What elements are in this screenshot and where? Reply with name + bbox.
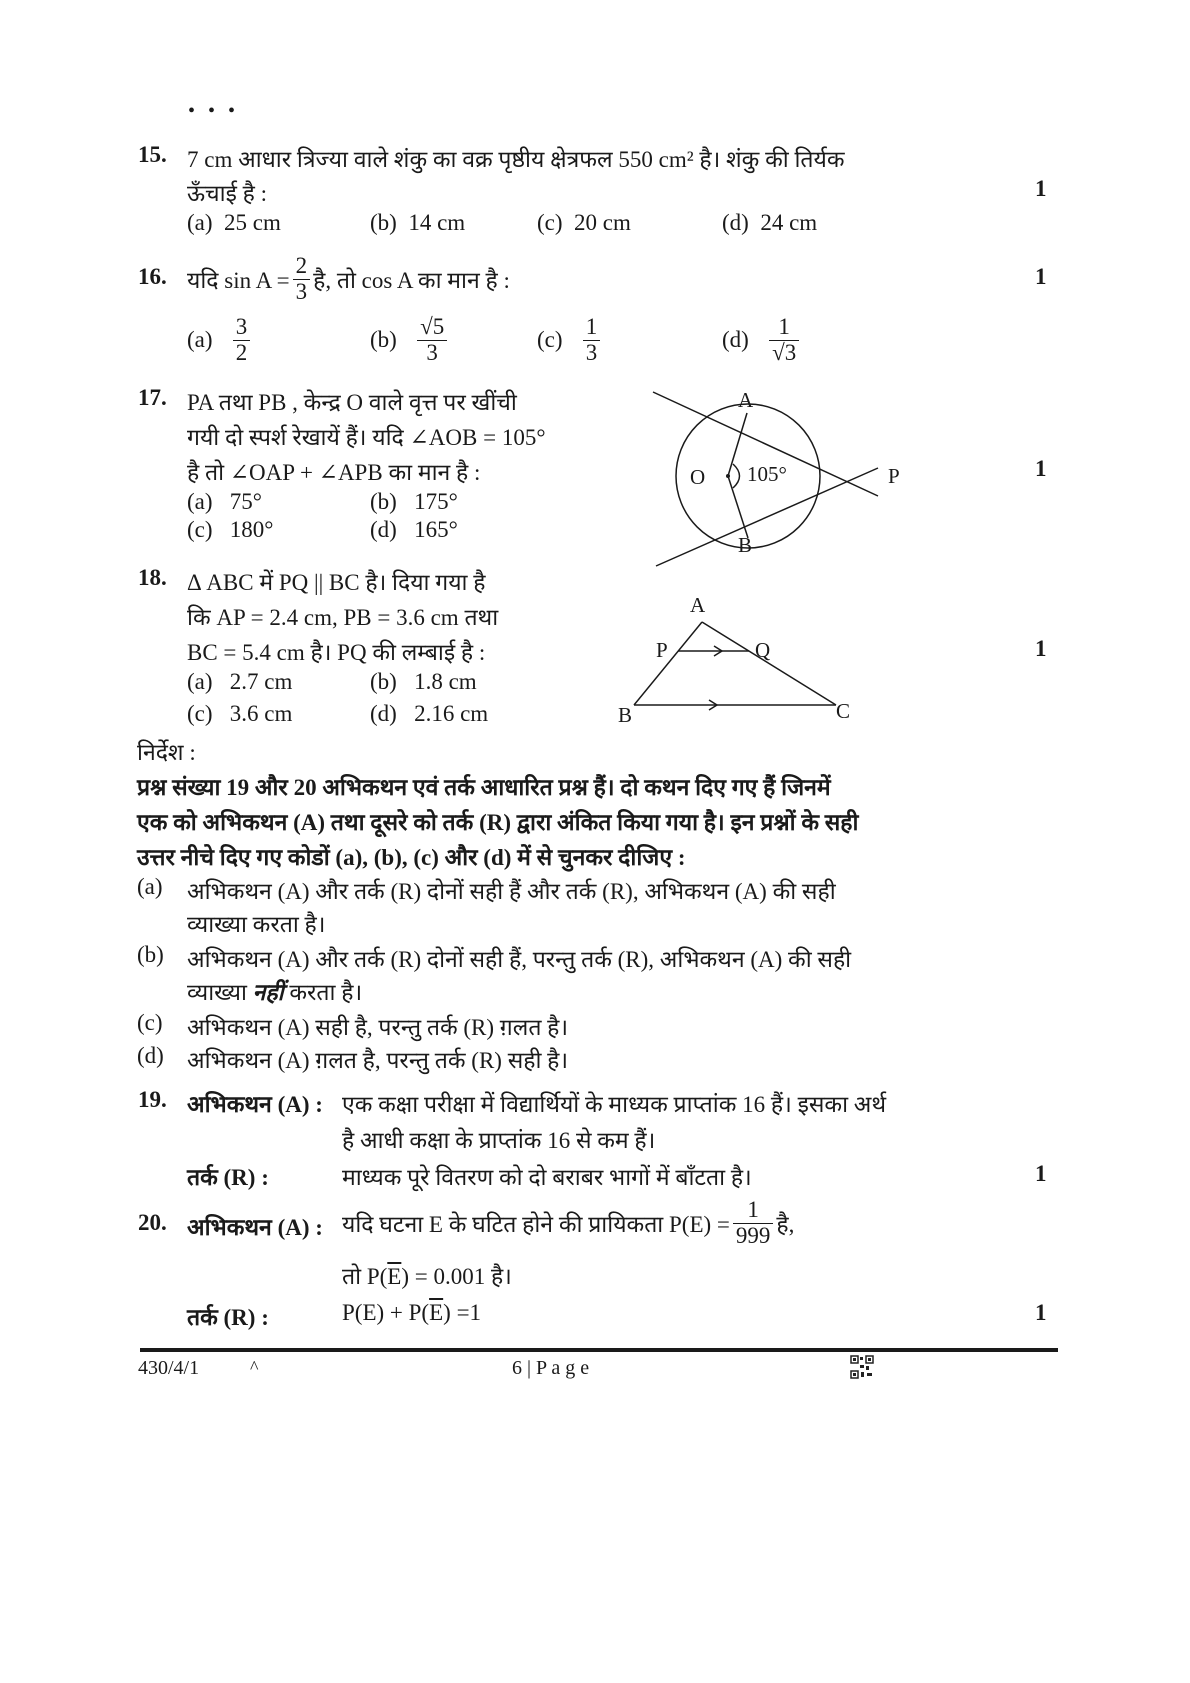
reason-label: तर्क (R) : — [187, 1305, 269, 1330]
fraction: $\frac{2}{3}$ — [293, 254, 311, 303]
svg-text:105°: 105° — [747, 462, 787, 486]
reason-text: $P(E) + P(\overline{E}) =1$ — [342, 1300, 482, 1325]
triangle-diagram — [610, 585, 870, 730]
svg-text:P: P — [888, 464, 900, 488]
option-b: (b) 175° — [370, 489, 458, 514]
assertion-text: है आधी कक्षा के प्राप्तांक 16 से कम हैं। — [342, 1128, 656, 1153]
svg-text:C: C — [836, 699, 851, 723]
code-label: (c) — [137, 1010, 163, 1035]
option-c: (c) 180° — [187, 517, 274, 542]
option-a: (a) $\frac{3}{2}$ — [187, 310, 253, 370]
code-label: (b) — [137, 942, 164, 967]
question-text-line: गयी दो स्पर्श रेखायें हैं। यदि ∠AOB = 105° — [187, 425, 546, 450]
question-text-line: 7 cm आधार त्रिज्या वाले शंकु का वक्र पृष्ठीय क्षेत्रफल 550 cm² है। शंकु की तिर्यक — [187, 147, 845, 172]
assertion-text: तो $P(\overline{E}) = 0.001$ है। — [342, 1264, 512, 1289]
option-a: (a) 75° — [187, 489, 262, 514]
svg-text:A: A — [738, 388, 754, 412]
instruction-line: उत्तर नीचे दिए गए कोडों (a), (b), (c) और (d) में से चुनकर दीजिए : — [137, 845, 686, 870]
marks: 1 — [1035, 456, 1047, 481]
question-text: यदि sin A = $\frac{2}{3}$ है, तो cos A का मान है : — [187, 253, 510, 304]
page-number: 6 | P a g e — [512, 1357, 590, 1379]
question-number: 15. — [138, 142, 167, 167]
code-text: अभिकथन (A) ग़लत है, परन्तु तर्क (R) सही है। — [187, 1048, 569, 1073]
option-a: (a) 25 cm — [187, 210, 281, 235]
option-b: (b) $\frac{√5}{3}$ — [370, 310, 450, 370]
svg-text:A: A — [690, 593, 706, 617]
assertion-label: अभिकथन (A) : — [187, 1092, 323, 1117]
question-text-line: PA तथा PB , केन्द्र O वाले वृत्त पर खींची — [187, 390, 517, 415]
question-text-line: कि AP = 2.4 cm, PB = 3.6 cm तथा — [187, 605, 499, 630]
assertion-text: यदि घटना E के घटित होने की प्रायिकता P(E) = $\frac{1}{999}$ है, — [342, 1197, 795, 1248]
option-c: (c) 20 cm — [537, 210, 631, 235]
svg-text:B: B — [618, 703, 633, 727]
option-d: (d) 2.16 cm — [370, 701, 489, 726]
marks: 1 — [1035, 1300, 1047, 1325]
question-number: 20. — [138, 1210, 167, 1235]
circle-tangent-diagram — [600, 380, 930, 580]
code-text: अभिकथन (A) और तर्क (R) दोनों सही हैं, परन्तु तर्क (R), अभिकथन (A) की सही — [187, 947, 852, 972]
instructions-heading: निर्देश : — [137, 740, 196, 765]
assertion-text: एक कक्षा परीक्षा में विद्यार्थियों के माध्यक प्राप्तांक 16 हैं। इसका अर्थ — [342, 1092, 887, 1117]
reason-label: तर्क (R) : — [187, 1165, 269, 1190]
question-text-line: Δ ABC में PQ || BC है। दिया गया है — [187, 570, 486, 595]
option-d: (d) $\frac{1}{√3}$ — [722, 310, 802, 370]
fraction: $\frac{1}{999}$ — [733, 1198, 774, 1247]
code-text: अभिकथन (A) और तर्क (R) दोनों सही हैं और तर्क (R), अभिकथन (A) की सही — [187, 879, 836, 904]
option-d: (d) 24 cm — [722, 210, 818, 235]
question-text-line: BC = 5.4 cm है। PQ की लम्बाई है : — [187, 640, 486, 665]
code-label: (d) — [137, 1043, 164, 1068]
marks: 1 — [1035, 176, 1047, 201]
code-text: व्याख्या नहीं करता है। — [187, 980, 363, 1005]
svg-text:P: P — [656, 638, 668, 662]
marks: 1 — [1035, 264, 1047, 289]
instruction-line: एक को अभिकथन (A) तथा दूसरे को तर्क (R) द्वारा अंकित किया गया है। इन प्रश्नों के सही — [137, 810, 859, 835]
option-d: (d) 165° — [370, 517, 458, 542]
qr-code-icon — [850, 1355, 874, 1379]
option-c: (c) $\frac{1}{3}$ — [537, 310, 603, 370]
footer-divider — [140, 1348, 1058, 1352]
instruction-line: प्रश्न संख्या 19 और 20 अभिकथन एवं तर्क आधारित प्रश्न हैं। दो कथन दिए गए हैं जिनमें — [137, 775, 831, 800]
question-number: 16. — [138, 264, 167, 289]
question-text-line: ऊँचाई है : — [187, 181, 268, 206]
continuation-ellipsis: • • • — [188, 100, 240, 122]
question-text-line: है तो ∠OAP + ∠APB का मान है : — [187, 460, 481, 485]
svg-text:Q: Q — [755, 638, 771, 662]
code-label: (a) — [137, 874, 163, 899]
code-text: व्याख्या करता है। — [187, 912, 326, 937]
question-number: 18. — [138, 565, 167, 590]
option-c: (c) 3.6 cm — [187, 701, 293, 726]
question-number: 19. — [138, 1087, 167, 1112]
marks: 1 — [1035, 1161, 1047, 1186]
code-text: अभिकथन (A) सही है, परन्तु तर्क (R) ग़लत है। — [187, 1015, 569, 1040]
question-number: 17. — [138, 385, 167, 410]
option-a: (a) 2.7 cm — [187, 669, 293, 694]
svg-text:O: O — [690, 465, 706, 489]
caret-mark: ^ — [250, 1357, 259, 1377]
assertion-label: अभिकथन (A) : — [187, 1215, 323, 1240]
svg-text:B: B — [738, 533, 753, 557]
paper-code: 430/4/1 — [138, 1357, 200, 1379]
marks: 1 — [1035, 636, 1047, 661]
reason-text: माध्यक पूरे वितरण को दो बराबर भागों में बाँटता है। — [342, 1165, 752, 1190]
option-b: (b) 14 cm — [370, 210, 466, 235]
option-b: (b) 1.8 cm — [370, 669, 477, 694]
